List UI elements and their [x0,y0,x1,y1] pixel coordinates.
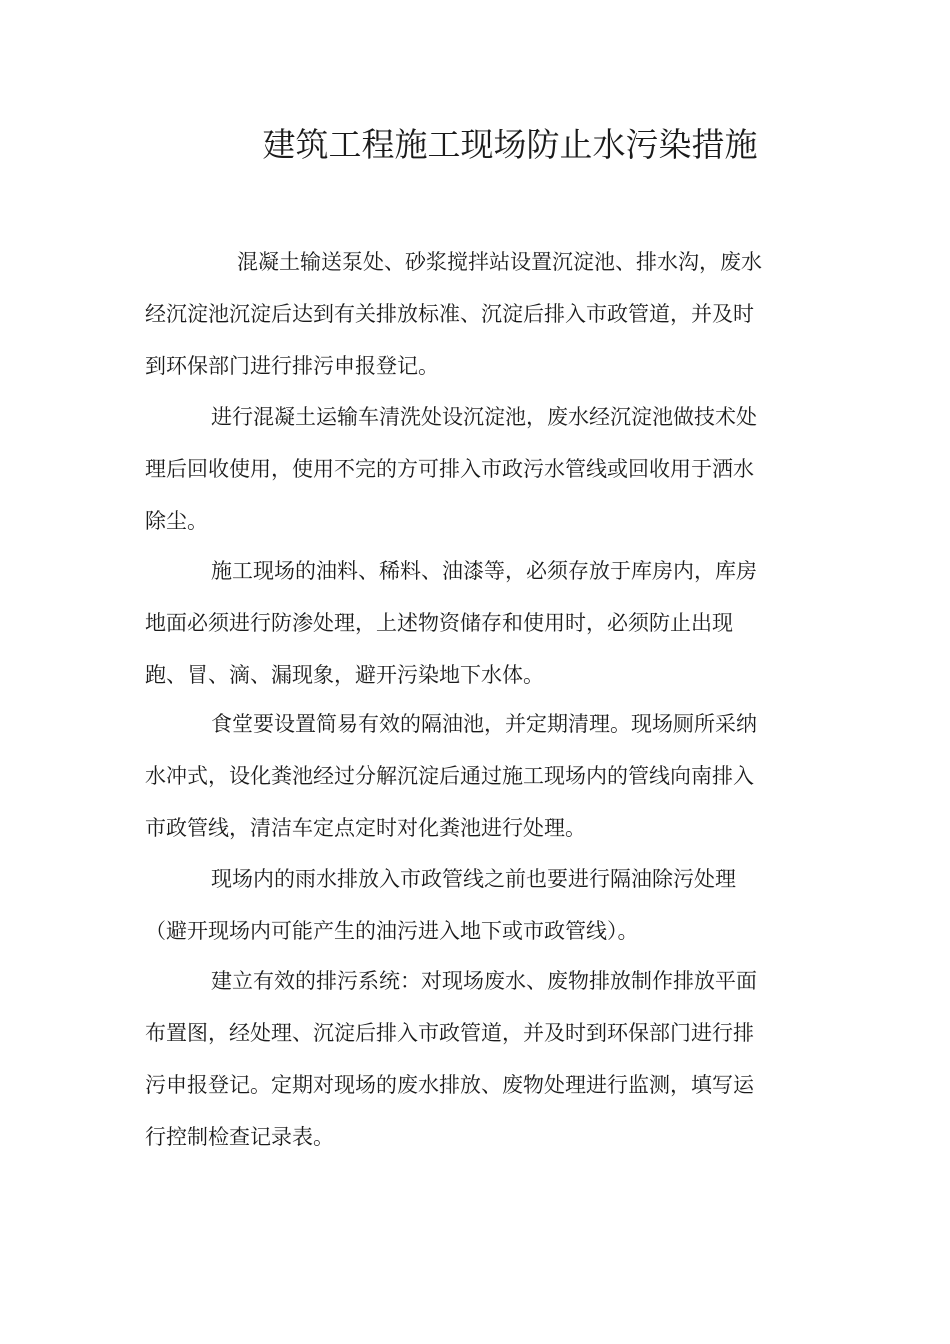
paragraph-line: （避开现场内可能产生的油污进入地下或市政管线）。 [145,919,639,943]
paragraph-line: 除尘。 [145,509,208,533]
paragraph-4 [145,698,757,854]
paragraph-line: 水冲式，设化粪池经过分解沉淀后通过施工现场内的管线向南排入 [145,764,754,788]
paragraph-line: 到环保部门进行排污申报登记。 [145,354,439,378]
paragraph-5 [145,853,736,957]
paragraph-line: 现场内的雨水排放入市政管线之前也要进行隔油除污处理 [211,867,736,891]
paragraph-line: 经沉淀池沉淀后达到有关排放标准、沉淀后排入市政管道，并及时 [145,302,754,326]
paragraph-line: 混凝土输送泵处、砂浆搅拌站设置沉淀池、排水沟，废水 [237,250,762,274]
paragraph-line: 食堂要设置简易有效的隔油池，并定期清理。现场厕所采纳 [211,712,757,736]
paragraph-line: 理后回收使用，使用不完的方可排入市政污水管线或回收用于洒水 [145,457,754,481]
paragraph-2 [145,391,757,547]
document-title: 建筑工程施工现场防止水污染措施 [262,125,758,164]
paragraph-1 [145,236,762,392]
paragraph-line: 市政管线，清洁车定点定时对化粪池进行处理。 [145,816,586,840]
paragraph-line: 进行混凝土运输车清洗处设沉淀池，废水经沉淀池做技术处 [211,405,757,429]
paragraph-3 [145,545,757,701]
paragraph-6 [145,955,757,1163]
paragraph-line: 污申报登记。定期对现场的废水排放、废物处理进行监测，填写运 [145,1073,754,1097]
paragraph-line: 建立有效的排污系统：对现场废水、废物排放制作排放平面 [211,969,757,993]
paragraph-line: 跑、冒、滴、漏现象，避开污染地下水体。 [145,663,544,687]
paragraph-line: 地面必须进行防渗处理，上述物资储存和使用时，必须防止出现 [145,611,733,635]
paragraph-line: 行控制检查记录表。 [145,1125,334,1149]
paragraph-line: 布置图，经处理、沉淀后排入市政管道，并及时到环保部门进行排 [145,1021,754,1045]
paragraph-line: 施工现场的油料、稀料、油漆等，必须存放于库房内，库房 [211,559,757,583]
